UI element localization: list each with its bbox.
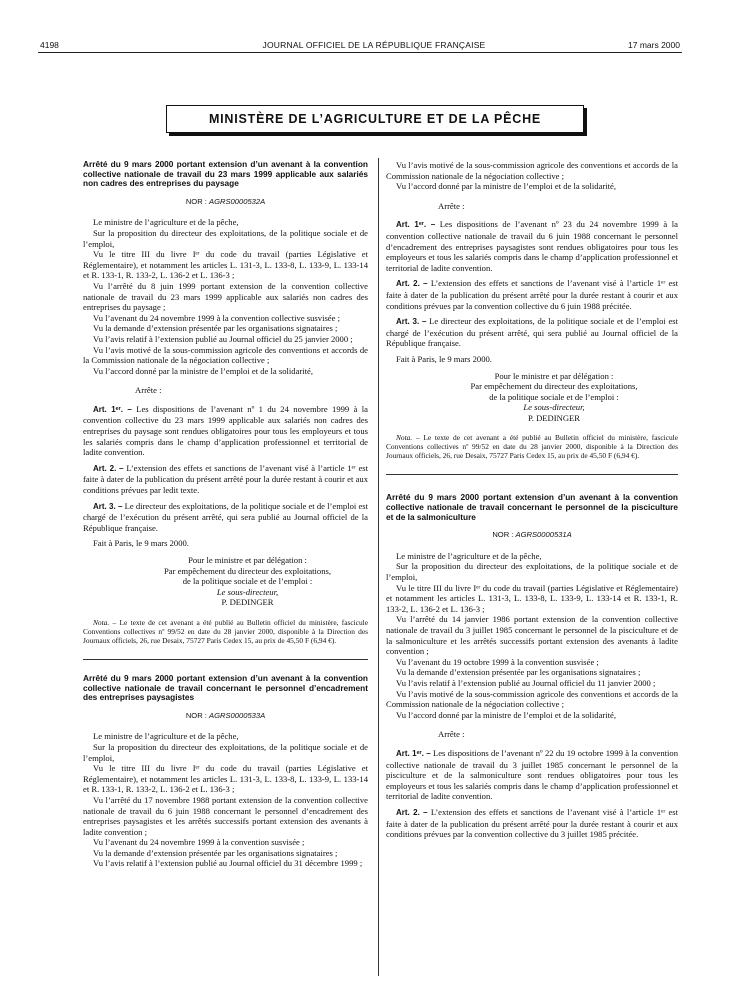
paragraph: Vu l’accord donné par la ministre de l’emploi et de la solidarité, <box>396 709 616 720</box>
column-separator <box>378 158 379 976</box>
article-2: Art. 2. – L’extension des effets et sanctions de l’avenant visé à l’article 1ᵉʳ est faite à dater de la publication du présent arrêté pour la durée restant à courir et aux conditions prévues par ledit texte. <box>83 462 369 496</box>
paragraph: Vu le titre III du livre Iᵉʳ du code du travail (parties Législative et Réglementaire), et notamment les articles L. 131-3, L. 133-8, L. 133-9, L. 133-14 et R. 133-1, R. 133-2, L. 136-2 et L. 136-3 ; <box>83 763 368 795</box>
paragraph: Vu l’avenant du 24 novembre 1999 à la convention susvisée ; <box>93 837 305 848</box>
paragraph: Le ministre de l’agriculture et de la pêche, <box>93 217 239 228</box>
paragraph: Vu l’avis motivé de la sous-commission agricole des conventions et accords de la Commission nationale de la négociation collective ; <box>386 160 678 181</box>
paragraph: Sur la proposition du directeur des exploitations, de la politique sociale et de l’emploi, <box>386 561 678 583</box>
header-rule <box>38 52 682 53</box>
page-header <box>0 12 748 52</box>
paragraph: Vu l’avenant du 24 novembre 1999 à la convention collective susvisée ; <box>93 312 340 323</box>
paragraph: Vu l’arrêté du 14 janvier 1986 portant extension de la convention collective nationale de travail du 3 juillet 1985 concernant le personnel de la pisciculture et de la salmoniculture et les arrêtés successifs portant extension des avenants à ladite convention ; <box>386 614 678 657</box>
nor-reference: NOR : AGRS0000532A <box>185 196 266 206</box>
page-number: 4198 <box>40 40 59 50</box>
section-divider <box>83 659 368 660</box>
ministry-banner: MINISTÈRE DE L’AGRICULTURE ET DE LA PÊCHE <box>166 105 584 133</box>
article-1: Art. 1ᵉʳ. – Les dispositions de l’avenant nº 1 du 24 novembre 1999 à la convention collective du 23 mars 1999 applicable aux salariés non cadres des entreprises du paysage sont rendues obligatoires pour tous les employeurs et tous les salariés compris dans le champ d’application professionnel et territorial de ladite convention. <box>83 403 368 458</box>
article-2: Art. 2. – L’extension des effets et sanctions de l’avenant visé à l’article 1ᵉʳ est faite à dater de la publication du présent arrêté pour la durée restant à courir et aux conditions prévues par la convention collective du 3 juillet 1985 précitée. <box>386 806 679 840</box>
nota: Nota. – Le texte de cet avenant a été publié au Bulletin officiel du ministère, fascicule Conventions collectives nº 99/52 en date du 28 janvier 2000, disponible à la Direction des Journaux officiels, 26, rue Desaix, 75727 Paris Cedex 15, au prix de 45,50 F (6,94 €). <box>83 617 368 645</box>
paragraph: Vu l’accord donné par la ministre de l’emploi et de la solidarité, <box>396 181 616 192</box>
signature-block: Pour le ministre et par délégation : Par empêchement du directeur des exploitations, de la politique sociale et de l’emploi : Le sous-directeur, P. DEDINGER <box>163 555 332 608</box>
paragraph: Sur la proposition du directeur des exploitations, de la politique sociale et de l’emploi, <box>83 741 368 763</box>
paragraph: Vu l’accord donné par la ministre de l’emploi et de la solidarité, <box>93 365 313 376</box>
paragraph: Sur la proposition du directeur des exploitations, de la politique sociale et de l’emploi, <box>83 227 368 249</box>
paragraph: Vu l’avis relatif à l’extension publié au Journal officiel du 25 janvier 2000 ; <box>93 333 353 344</box>
left-column <box>83 160 368 869</box>
paragraph: Le ministre de l’agriculture et de la pêche, <box>93 731 239 742</box>
article-3: Art. 3. – Le directeur des exploitations, de la politique sociale et de l’emploi est chargé de l’exécution du présent arrêté, qui sera publié au Journal officiel de la République française. <box>83 500 369 533</box>
paragraph: Vu la demande d’extension présentée par les organisations signataires ; <box>396 667 641 678</box>
article-1: Art. 1ᵉʳ. – Les dispositions de l’avenant nº 23 du 24 novembre 1999 à la convention collective nationale de travail du 6 juin 1988 concernant le personnel d’encadrement des entreprises paysagistes sont rendues obligatoires pour tous les employeurs et tous les salariés compris dans le champ d’application professionnel et territorial de ladite convention. <box>386 219 678 273</box>
nota: Nota. – Le texte de cet avenant a été publié au Bulletin officiel du ministère, fascicule Conventions collectives nº 99/52 en date du 28 janvier 2000, disponible à la Direction des Journaux officiels, 26, rue Desaix, 75727 Paris Cedex 15, au prix de 45,50 F (6,94 €). <box>386 433 678 461</box>
arrete-heading: Arrête : <box>438 200 465 211</box>
paragraph: Vu le titre III du livre Iᵉʳ du code du travail (parties Législative et Réglementaire), et notamment les articles L. 131-3, L. 133-8, L. 133-9, L. 133-14 et R. 133-1, R. 133-2, L. 136-2 et L. 136-3 ; <box>83 249 368 281</box>
decree-title: Arrêté du 9 mars 2000 portant extension d’un avenant à la convention collective nationale de travail concernant le personnel de la pisciculture et de la salmoniculture <box>386 492 678 522</box>
right-column <box>386 160 678 840</box>
nor-reference: NOR : AGRS0000531A <box>492 530 572 540</box>
journal-title: JOURNAL OFFICIEL DE LA RÉPUBLIQUE FRANÇAISE <box>262 40 486 50</box>
signing-place-date: Fait à Paris, le 9 mars 2000. <box>93 538 189 549</box>
issue-date: 17 mars 2000 <box>628 40 680 50</box>
paragraph: Vu l’avis motivé de la sous-commission agricole des conventions et accords de la Commission nationale de la négociation collective ; <box>83 344 368 366</box>
nor-reference: NOR : AGRS0000533A <box>185 710 266 720</box>
arrete-heading: Arrête : <box>438 729 465 740</box>
signing-place-date: Fait à Paris, le 9 mars 2000. <box>396 353 492 364</box>
paragraph: Vu la demande d’extension présentée par les organisations signataires ; <box>93 847 338 858</box>
article-1: Art. 1ᵉʳ. – Les dispositions de l’avenant nº 22 du 19 octobre 1999 à la convention collective nationale de travail du 3 juillet 1985 concernant le personnel de la pisciculture et de la salmoniculture sont rendues obligatoires pour tous les employeurs et tous les salariés compris dans le champ d’application professionnel et territorial de ladite convention. <box>386 747 678 802</box>
paragraph: Vu l’avis relatif à l’extension publié au Journal officiel du 11 janvier 2000 ; <box>396 677 656 688</box>
paragraph: Le ministre de l’agriculture et de la pêche, <box>396 550 542 561</box>
paragraph: Vu le titre III du livre Iᵉʳ du code du travail (parties Législative et Réglementaire) et notamment les articles L. 131-3, L. 133-8, L. 133-9, L. 133-14 et R. 133-1, R. 133-2, L. 136-2 et L. 136-3 ; <box>386 582 678 614</box>
decree-title: Arrêté du 9 mars 2000 portant extension d’un avenant à la convention collective nationale de travail concernant le personnel d’encadrement des entreprises paysagistes <box>83 672 368 703</box>
paragraph: Vu l’avenant du 19 octobre 1999 à la convention susvisée ; <box>396 656 599 667</box>
article-2: Art. 2. – L’extension des effets et sanctions de l’avenant visé à l’article 1ᵉʳ est faite à dater de la publication du présent arrêté pour la durée restant à courir et aux conditions prévues par la convention collective du 6 juin 1988 précitée. <box>386 278 679 311</box>
paragraph: Vu l’arrêté du 17 novembre 1988 portant extension de la convention collective nationale de travail du 6 juin 1988 concernant le personnel d’encadrement des entreprises paysagistes et les arrêtés successifs portant extension des avenants à ladite convention ; <box>83 794 368 837</box>
decree-title: Arrêté du 9 mars 2000 portant extension d’un avenant à la convention collective nationale de travail du 23 mars 1999 applicable aux salariés non cadres des entreprises du paysage <box>83 159 368 189</box>
arrete-heading: Arrête : <box>135 385 162 396</box>
paragraph: Vu l’avis motivé de la sous-commission agricole des conventions et accords de la Commission nationale de la négociation collective ; <box>386 688 678 710</box>
paragraph: Vu la demande d’extension présentée par les organisations signataires ; <box>93 323 338 334</box>
article-3: Art. 3. – Le directeur des exploitations, de la politique sociale et de l’emploi est chargé de l’exécution du présent arrêté, qui sera publié au Journal officiel de la République française. <box>386 316 679 349</box>
section-divider <box>386 474 678 475</box>
paragraph: Vu l’avis relatif à l’extension publié au Journal officiel du 31 décembre 1999 ; <box>93 858 363 869</box>
signature-block: Pour le ministre et par délégation : Par empêchement du directeur des exploitations, de la politique sociale et de l’emploi : Le sous-directeur, P. DEDINGER <box>470 370 638 423</box>
paragraph: Vu l’arrêté du 8 juin 1999 portant extension de la convention collective nationale de travail du 23 mars 1999 applicable aux salariés non cadres des entreprises du paysage ; <box>83 280 368 313</box>
